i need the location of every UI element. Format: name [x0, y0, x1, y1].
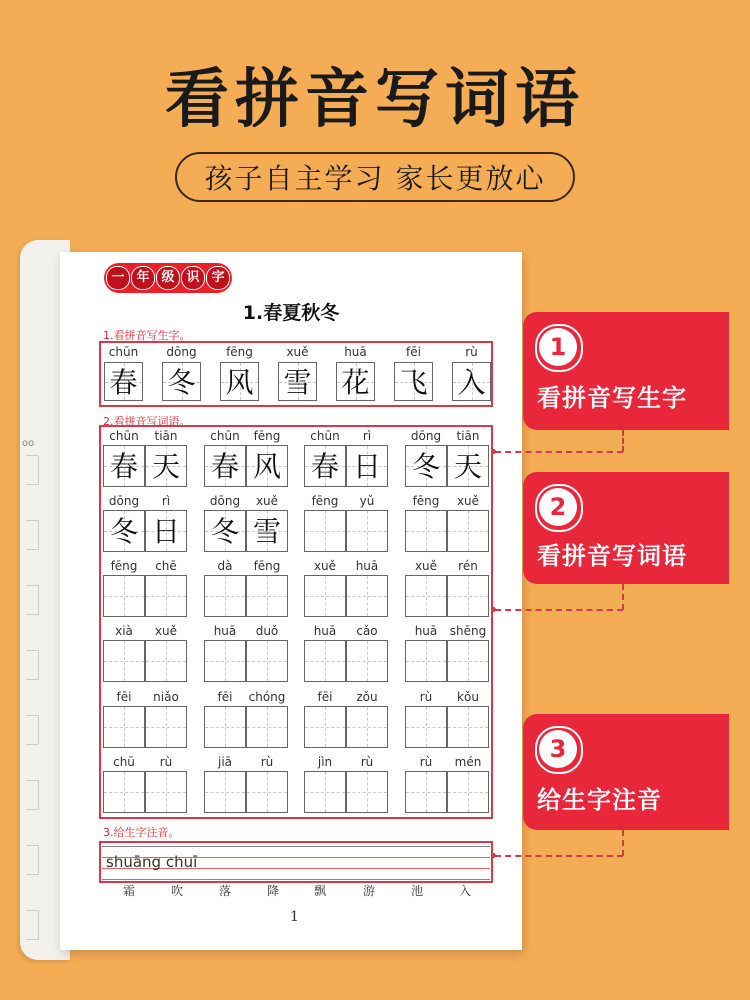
word-cell	[145, 771, 187, 813]
char-text	[146, 576, 186, 616]
word-cell	[447, 706, 489, 748]
word-cell	[145, 575, 187, 617]
char-text: 冬	[411, 450, 440, 483]
word-cell	[405, 510, 447, 552]
char-to-annotate: 吹	[170, 884, 183, 898]
connector-line	[495, 609, 623, 611]
char-text	[104, 576, 144, 616]
pinyin-label: fēi	[217, 690, 233, 704]
callout-label: 看拼音写词语	[537, 542, 687, 570]
connector-line	[495, 451, 623, 453]
pinyin-label: fēng	[226, 345, 253, 359]
char-text	[448, 707, 488, 747]
char-text	[347, 576, 387, 616]
word-cell	[447, 510, 489, 552]
pinyin-label: fēi	[406, 345, 421, 359]
char-to-annotate: 游	[362, 884, 375, 898]
callout-2	[523, 472, 729, 584]
pinyin-label: huā	[313, 624, 337, 638]
char-text: 春	[109, 366, 138, 399]
word-cell	[405, 445, 447, 487]
char-text	[146, 772, 186, 812]
char-to-annotate: 飘	[313, 884, 326, 898]
char-text: 春	[310, 450, 339, 483]
pinyin-label: mén	[454, 755, 482, 769]
pinyin-label: chū	[113, 755, 135, 769]
pinyin-label: yǔ	[359, 494, 375, 508]
char-text: 冬	[167, 366, 196, 399]
char-cell	[104, 362, 143, 401]
number-1-icon: 1	[539, 328, 577, 366]
word-cell	[346, 510, 388, 552]
pinyin-label: fēng	[412, 494, 440, 508]
word-cell	[103, 510, 145, 552]
word-cell	[145, 510, 187, 552]
char-text: 风	[225, 366, 254, 399]
word-cell	[246, 640, 288, 682]
char-text	[104, 772, 144, 812]
handwritten-pinyin: shuāng chuī	[106, 853, 198, 871]
pinyin-label: dōng	[209, 494, 241, 508]
char-text	[305, 641, 345, 681]
page-number: 1	[290, 909, 299, 925]
pinyin-label: xuě	[456, 494, 480, 508]
char-text	[305, 772, 345, 812]
word-cell	[346, 640, 388, 682]
pinyin-label: tiān	[154, 429, 178, 443]
word-cell	[405, 640, 447, 682]
word-cell	[346, 575, 388, 617]
char-text	[347, 707, 387, 747]
char-text: 春	[109, 450, 138, 483]
pinyin-label: chóng	[248, 690, 286, 704]
char-cell	[220, 362, 259, 401]
char-text	[247, 772, 287, 812]
char-cell	[336, 362, 375, 401]
connector-line	[622, 830, 624, 856]
pinyin-label: dōng	[166, 345, 197, 359]
word-cell	[304, 445, 346, 487]
char-to-annotate: 落	[218, 884, 231, 898]
char-text	[205, 707, 245, 747]
char-text	[247, 707, 287, 747]
pinyin-label: dōng	[108, 494, 140, 508]
char-text	[406, 576, 446, 616]
pinyin-label: xuě	[154, 624, 178, 638]
connector-dot	[491, 853, 496, 858]
word-cell	[405, 771, 447, 813]
char-text: 日	[151, 515, 180, 548]
char-to-annotate: 入	[458, 884, 471, 898]
char-to-annotate: 霜	[122, 884, 135, 898]
word-cell	[204, 706, 246, 748]
pinyin-label: rù	[419, 690, 433, 704]
word-cell	[304, 706, 346, 748]
char-cell	[162, 362, 201, 401]
pinyin-label: chūn	[310, 429, 340, 443]
char-text: 雪	[252, 515, 281, 548]
word-cell	[246, 510, 288, 552]
char-text	[305, 511, 345, 551]
word-cell	[103, 771, 145, 813]
char-cell	[394, 362, 433, 401]
word-cell	[204, 510, 246, 552]
callout-label: 给生字注音	[537, 786, 662, 814]
pinyin-label: rù	[159, 755, 173, 769]
word-cell	[145, 706, 187, 748]
pinyin-label: rù	[260, 755, 274, 769]
connector-dot	[491, 607, 496, 612]
connector-line	[495, 855, 623, 857]
pinyin-label: huā	[355, 559, 379, 573]
char-text	[146, 641, 186, 681]
badge-char: 识	[181, 266, 205, 290]
pinyin-label: kǒu	[457, 690, 479, 704]
char-text: 花	[341, 366, 370, 399]
word-cell	[204, 445, 246, 487]
connector-dot	[491, 449, 496, 454]
word-cell	[304, 640, 346, 682]
badge-char: 一	[106, 266, 130, 290]
char-text: 天	[453, 450, 482, 483]
char-cell	[278, 362, 317, 401]
pinyin-label: chūn	[210, 429, 240, 443]
pinyin-label: dōng	[410, 429, 442, 443]
word-cell	[103, 640, 145, 682]
pinyin-label: chūn	[109, 429, 139, 443]
char-text: 风	[252, 450, 281, 483]
section2-label: 2.看拼音写词语。	[103, 415, 191, 428]
char-text: 天	[151, 450, 180, 483]
pinyin-label: xuě	[313, 559, 337, 573]
word-cell	[103, 575, 145, 617]
pinyin-label: fēng	[110, 559, 138, 573]
char-text: 冬	[210, 515, 239, 548]
pinyin-label: chūn	[108, 345, 139, 359]
pinyin-label: fēng	[311, 494, 339, 508]
pinyin-label: rén	[458, 559, 478, 573]
subtitle-pill: 孩子自主学习 家长更放心	[175, 152, 575, 202]
callout-1	[523, 312, 729, 430]
callout-label: 看拼音写生字	[537, 384, 687, 412]
callout-3	[523, 714, 729, 830]
pinyin-label: jiā	[217, 755, 233, 769]
char-text	[347, 641, 387, 681]
char-to-annotate: 降	[266, 884, 279, 898]
pinyin-label: huā	[414, 624, 438, 638]
word-cell	[346, 445, 388, 487]
char-text	[347, 511, 387, 551]
char-text	[448, 641, 488, 681]
char-text: 入	[457, 366, 486, 399]
word-cell	[103, 706, 145, 748]
pinyin-label: dà	[217, 559, 233, 573]
char-text: 日	[352, 450, 381, 483]
char-text	[448, 772, 488, 812]
pinyin-label: duǒ	[255, 624, 279, 638]
char-text	[205, 772, 245, 812]
pinyin-label: fēng	[253, 559, 281, 573]
connector-line	[622, 430, 624, 452]
badge-char: 级	[156, 266, 180, 290]
char-text	[205, 576, 245, 616]
char-text	[305, 576, 345, 616]
lesson-title: 1.春夏秋冬	[242, 302, 340, 324]
char-to-annotate: 池	[410, 884, 423, 898]
number-3-icon: 3	[539, 730, 577, 768]
pinyin-label: xià	[115, 624, 133, 638]
pinyin-label: xuě	[286, 345, 309, 359]
pinyin-label: shēng	[449, 624, 487, 638]
char-text: 雪	[283, 366, 312, 399]
number-2-icon: 2	[539, 488, 577, 526]
pinyin-label: xuě	[414, 559, 438, 573]
char-text	[406, 641, 446, 681]
pinyin-label: fēng	[253, 429, 281, 443]
word-cell	[346, 771, 388, 813]
word-cell	[304, 771, 346, 813]
word-cell	[304, 510, 346, 552]
word-cell	[204, 640, 246, 682]
char-text	[104, 641, 144, 681]
word-cell	[204, 575, 246, 617]
pinyin-label: rù	[419, 755, 433, 769]
pinyin-label: rù	[465, 345, 478, 359]
pinyin-label: tiān	[456, 429, 480, 443]
word-cell	[447, 445, 489, 487]
book-spine-page: oo	[20, 240, 70, 960]
char-cell	[452, 362, 491, 401]
char-text: 飞	[399, 366, 428, 399]
pinyin-label: fēi	[317, 690, 333, 704]
char-text	[448, 576, 488, 616]
char-text	[305, 707, 345, 747]
word-cell	[246, 706, 288, 748]
word-cell	[405, 706, 447, 748]
pinyin-label: rù	[360, 755, 374, 769]
pinyin-label: cǎo	[356, 624, 378, 638]
char-text: 冬	[109, 515, 138, 548]
pinyin-label: zǒu	[356, 690, 378, 704]
word-cell	[246, 771, 288, 813]
main-title: 看拼音写词语	[165, 63, 585, 137]
word-cell	[204, 771, 246, 813]
word-cell	[145, 445, 187, 487]
badge-char: 字	[206, 266, 230, 290]
word-cell	[304, 575, 346, 617]
char-text	[406, 511, 446, 551]
char-text	[448, 511, 488, 551]
section3-label: 3.给生字注音。	[103, 826, 180, 839]
badge-char: 年	[131, 266, 155, 290]
word-cell	[246, 575, 288, 617]
char-text	[406, 707, 446, 747]
char-text	[347, 772, 387, 812]
char-text	[146, 707, 186, 747]
word-cell	[447, 771, 489, 813]
pinyin-label: chē	[155, 559, 177, 573]
pinyin-label: fēi	[116, 690, 132, 704]
word-cell	[145, 640, 187, 682]
section1-label: 1.看拼音写生字。	[103, 329, 191, 342]
char-text	[247, 641, 287, 681]
pinyin-label: huā	[344, 345, 367, 359]
word-cell	[447, 575, 489, 617]
pinyin-label: xuě	[255, 494, 279, 508]
char-text	[406, 772, 446, 812]
char-text	[104, 707, 144, 747]
connector-line	[622, 584, 624, 610]
char-text: 春	[210, 450, 239, 483]
pinyin-label: jìn	[317, 755, 333, 769]
grade-badge	[104, 263, 232, 293]
char-text	[205, 641, 245, 681]
word-cell	[405, 575, 447, 617]
word-cell	[447, 640, 489, 682]
pinyin-label: rì	[362, 429, 372, 443]
char-text	[247, 576, 287, 616]
word-cell	[246, 445, 288, 487]
pinyin-label: niǎo	[153, 690, 179, 704]
word-cell	[346, 706, 388, 748]
word-cell	[103, 445, 145, 487]
pinyin-label: huā	[213, 624, 237, 638]
pinyin-label: rì	[161, 494, 171, 508]
